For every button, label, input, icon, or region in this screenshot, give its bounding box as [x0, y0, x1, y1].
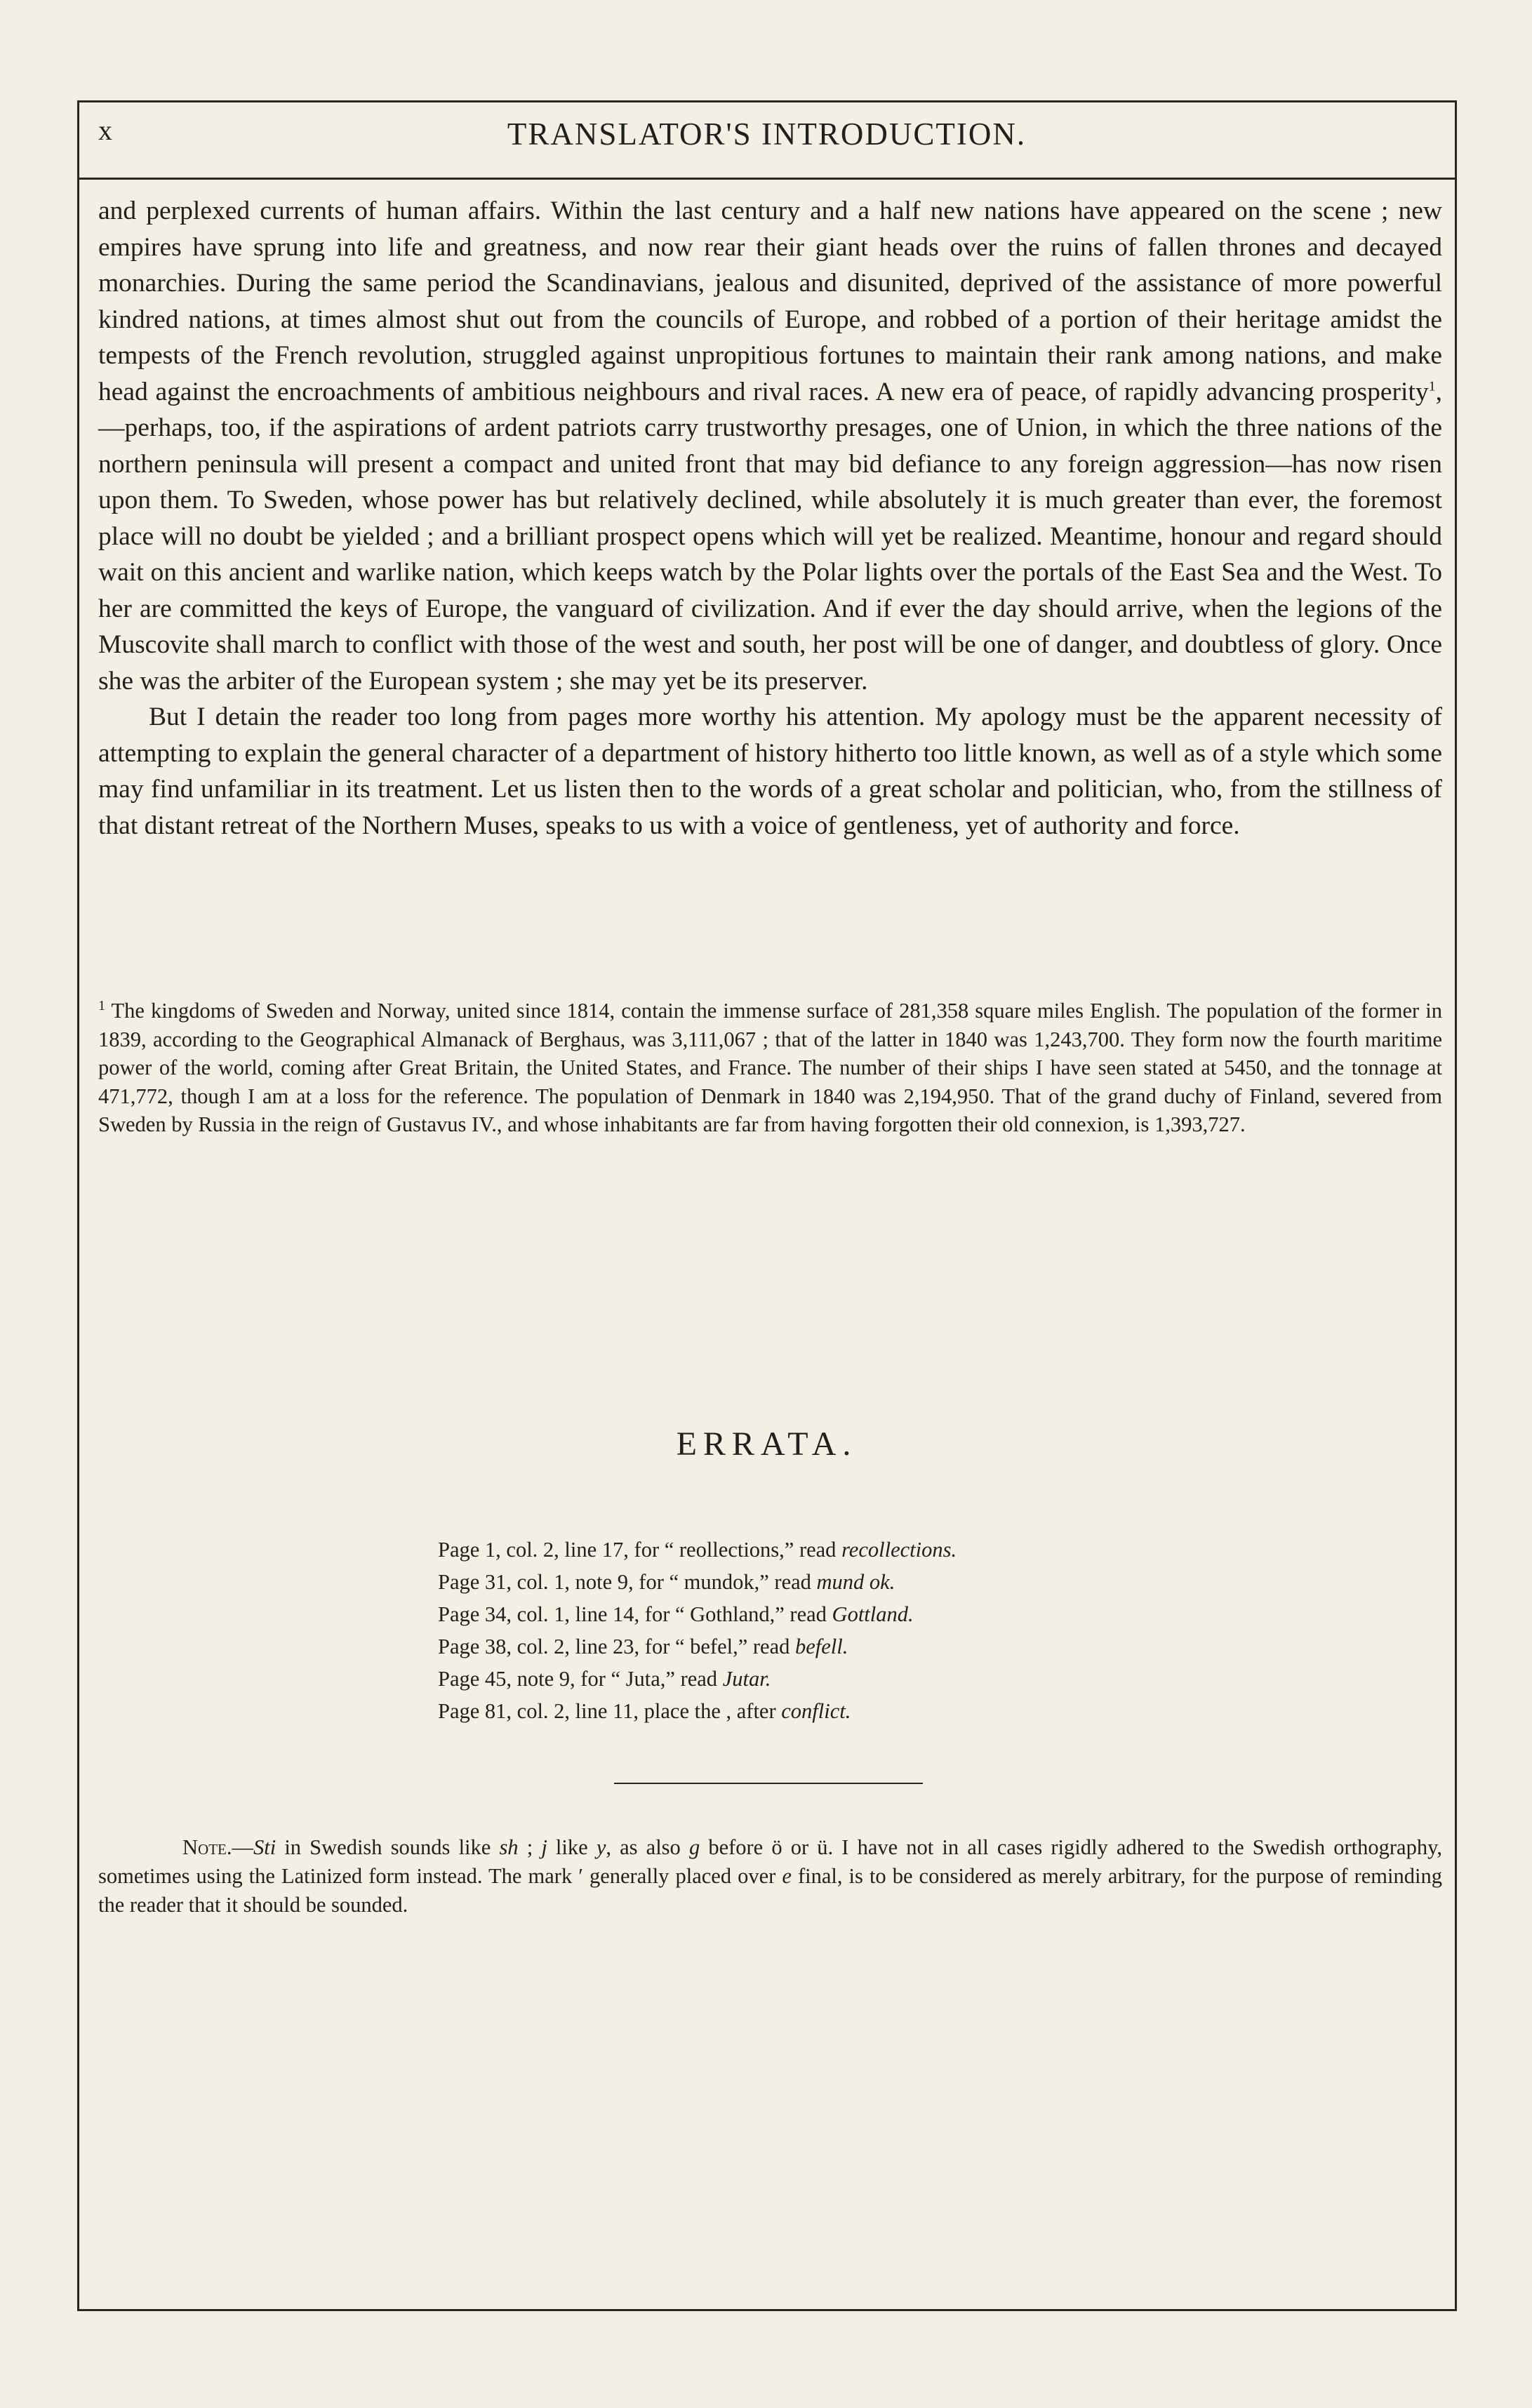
- note-text: , as also: [606, 1835, 689, 1859]
- footnote-reference: 1: [1428, 378, 1436, 394]
- note-word: g: [688, 1835, 700, 1859]
- note-word: y: [596, 1835, 606, 1859]
- errata-item: [438, 1630, 957, 1663]
- paragraph-1-text-a: and perplexed currents of human affairs. Within the last century and a half new nations have appeared on the scene ; new empires have sprung into life and greatness, and now rear their giant heads over the ruins of fallen thrones and decayed monarchies. During the same period the Scandinavians, jealous and disunited, deprived of the assistance of more powerful kindred nations, at times almost shut out from the councils of Europe, and robbed of a portion of their heritage amidst the tempests of the French revolution, struggled against unpropitious fortunes to maintain their rank among nations, and make head against the encroachments of ambitious neighbours and rival races. A new era of peace, of rapidly advancing prosperity: [98, 197, 1442, 406]
- errata-item-correction: Jutar.: [722, 1667, 771, 1691]
- note-text: final, is to be considered as merely arbitrary, for the purpose of reminding the reader that it should be sounded.: [98, 1864, 1442, 1917]
- main-text: [98, 193, 1442, 844]
- page-number: x: [98, 114, 112, 146]
- paragraph-2: But I detain the reader too long from pages more worthy his attention. My apology must be the apparent necessity of attempting to explain the general character of a department of history hitherto too little known, as well as of a style which some may find unfamiliar in its treatment. Let us listen then to the words of a great scholar and politician, who, from the stillness of that distant retreat of the Northern Muses, speaks to us with a voice of gentleness, yet of authority and force.: [98, 703, 1442, 840]
- section-separator-rule: [614, 1783, 923, 1784]
- errata-item-text: Page 45, note 9, for “ Juta,” read: [438, 1667, 723, 1691]
- orthography-note: [98, 1833, 1442, 1920]
- page-frame-right-rule: [1455, 100, 1457, 2311]
- errata-item-text: Page 1, col. 2, line 17, for “ reollections,” read: [438, 1538, 842, 1562]
- paragraph-1-text-b: ,—perhaps, too, if the aspirations of ardent patriots carry trustworthy presages, one of Union, in which the three nations of the northern peninsula will present a compact and united front that may bid defiance to any foreign aggression—has now risen upon them. To Sweden, whose power has but relatively declined, while absolutely it is much greater than ever, the foremost place will no doubt be yielded ; and a brilliant prospect opens which will yet be realized. Meantime, honour and regard should wait on this ancient and warlike nation, which keeps watch by the Polar lights over the portals of the East Sea and the West. To her are committed the keys of Europe, the vanguard of civilization. And if ever the day should arrive, when the legions of the Muscovite shall march to conflict with those of the west and south, her post will be one of danger, and doubtless of glory. Once she was the arbiter of the European system ; she may yet be its preserver.: [98, 377, 1442, 696]
- footnote-mark: 1: [98, 997, 105, 1013]
- paragraph-1: [98, 193, 1442, 699]
- note-dash: —: [232, 1835, 253, 1859]
- running-head: TRANSLATOR'S INTRODUCTION.: [507, 117, 1027, 152]
- note-label: Note.: [182, 1835, 232, 1859]
- errata-item-text: Page 31, col. 1, note 9, for “ mundok,” read: [438, 1570, 817, 1594]
- errata-item: [438, 1695, 957, 1727]
- errata-item: [438, 1663, 957, 1695]
- errata-item-text: Page 81, col. 2, line 11, place the , after: [438, 1699, 782, 1723]
- errata-item-correction: mund ok.: [816, 1570, 895, 1594]
- errata-item-text: Page 34, col. 1, line 14, for “ Gothland,” read: [438, 1602, 832, 1626]
- errata-list: [438, 1534, 957, 1727]
- errata-item: [438, 1534, 957, 1566]
- note-text: before ö or ü. I have not in all cases rigidly adhered to the Swedish orthography, sometimes using the Latinized form instead. The mark ′ generally placed over: [98, 1835, 1442, 1888]
- errata-item-correction: recollections.: [841, 1538, 957, 1562]
- errata-item: [438, 1566, 957, 1598]
- footnote: [98, 997, 1442, 1139]
- footnote-text: The kingdoms of Sweden and Norway, united since 1814, contain the immense surface of 281,358 square miles English. The population of the former in 1839, according to the Geographical Almanack of Berghaus, was 3,111,067 ; that of the latter in 1840 was 1,243,700. They form now the fourth maritime power of the world, coming after Great Britain, the United States, and France. The number of their ships I have seen stated at 5450, and the tonnage at 471,772, though I am at a loss for the reference. The population of Denmark in 1840 was 2,194,950. That of the grand duchy of Finland, severed from Sweden by Russia in the reign of Gustavus IV., and whose inhabitants are far from having forgotten their old connexion, is 1,393,727.: [98, 999, 1442, 1136]
- note-word: e: [782, 1864, 792, 1888]
- errata-item: [438, 1598, 957, 1630]
- note-word: j: [541, 1835, 547, 1859]
- errata-item-correction: befell.: [794, 1635, 848, 1658]
- page-frame-top-rule: [77, 100, 1456, 102]
- note-text: like: [547, 1835, 597, 1859]
- note-word: sh: [499, 1835, 519, 1859]
- note-text: in Swedish sounds like: [276, 1835, 500, 1859]
- errata-item-text: Page 38, col. 2, line 23, for “ befel,” read: [438, 1635, 795, 1658]
- errata-heading: ERRATA.: [676, 1425, 858, 1463]
- header-rule: [77, 178, 1456, 180]
- note-text: ;: [518, 1835, 542, 1859]
- errata-item-correction: Gottland.: [832, 1602, 914, 1626]
- note-word: Sti: [253, 1835, 277, 1859]
- page-frame-bottom-rule: [77, 2309, 1456, 2311]
- errata-item-correction: conflict.: [781, 1699, 851, 1723]
- page-frame-left-rule: [77, 100, 79, 2311]
